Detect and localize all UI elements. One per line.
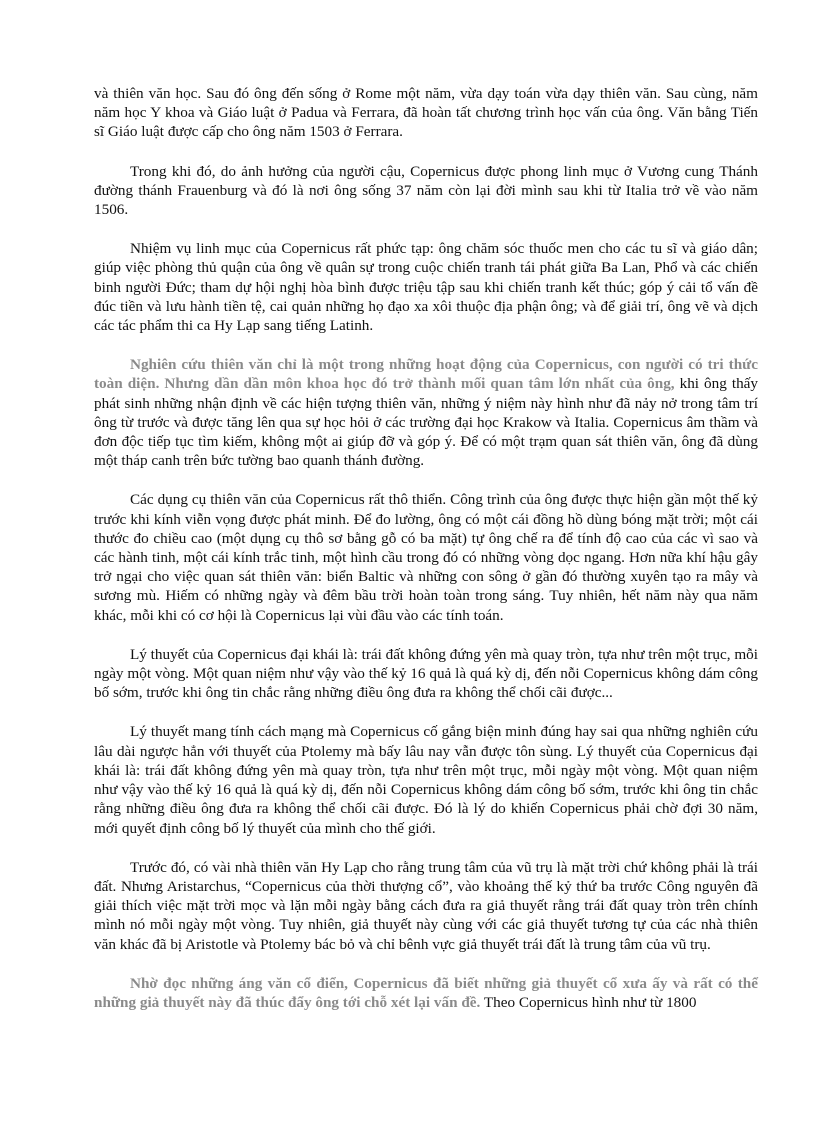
paragraph-text: khi ông thấy phát sinh những nhận định về các hiện tượng thiên văn, những ý niệm này hình như đã nảy nở trong tâm trí ông từ trước và được tăng lên qua sự học hỏi ở các trường đại học Krakow và Italia. Copernicus âm thầm và đơn độc tiếp tục tìm kiếm, không một ai giúp đỡ và góp ý. Để có một trạm quan sát thiên văn, ông đã dùng một tháp canh trên bức tường bao quanh thánh đường.: [94, 375, 758, 470]
paragraph-7: [94, 722, 758, 837]
paragraph-text: Các dụng cụ thiên văn của Copernicus rất thô thiển. Công trình của ông được thực hiện gần một thế kỷ trước khi kính viễn vọng được phát minh. Để đo lường, ông có một cái đồng hồ dùng bóng mặt trời; một cái thước đo chiều cao (một dụng cụ thô sơ bằng gỗ có ba mặt) tự ông chế ra để tính độ cao của các vì sao và các hành tinh, một cái kính trắc tinh, một hình cầu trong đó có những vòng dọc ngang. Hơn nữa khí hậu gây trở ngại cho việc quan sát thiên văn: biển Baltic và những con sông ở gần đó thường xuyên tạo ra mây và sương mù. Hiếm có những ngày và đêm bầu trời hoàn toàn trong sáng. Tuy nhiên, hết năm này qua năm khác, mỗi khi có cơ hội là Copernicus lại vùi đầu vào các tính toán.: [94, 491, 758, 624]
paragraph-1: [94, 84, 758, 142]
document-page: [94, 84, 758, 1032]
paragraph-text: Theo Copernicus hình như từ 1800: [480, 993, 697, 1011]
paragraph-6: [94, 645, 758, 703]
paragraph-text: Lý thuyết mang tính cách mạng mà Copernicus cố gắng biện minh đúng hay sai qua những nghiên cứu lâu dài ngược hẳn với thuyết của Ptolemy mà bấy lâu nay vẫn được tôn sùng. Lý thuyết của Copernicus đại khái là: trái đất không đứng yên mà quay tròn, tựa như trên một trục, mỗi ngày một vòng. Một quan niệm như vậy vào thế kỷ 16 quả là quá kỳ dị, đến nỗi Copernicus không dám công bố sớm, trước khi ông tin chắc rằng những điều ông đưa ra không thể chối cãi được. Đó là lý do khiến Copernicus phải chờ đợi 30 năm, mới quyết định công bố lý thuyết của mình cho thế giới.: [94, 723, 758, 837]
paragraph-text: Trong khi đó, do ảnh hưởng của người cậu, Copernicus được phong linh mục ở Vương cung Thánh đường thánh Frauenburg và đó là nơi ông sống 37 năm còn lại đời mình sau khi từ Italia trở về vào năm 1506.: [94, 162, 758, 219]
paragraph-3: [94, 239, 758, 335]
highlighted-lead: Nhờ đọc những áng văn cổ điển, Copernicus đã biết những giả thuyết cổ xưa ấy và rất có thể những giả thuyết này đã thúc đẩy ông tới chỗ xét lại vấn đề.: [94, 974, 758, 1011]
highlighted-lead: Nghiên cứu thiên văn chỉ là một trong những hoạt động của Copernicus, con người có tri thức toàn diện. Nhưng dần dần môn khoa học đó trở thành mối quan tâm lớn nhất của ông,: [94, 356, 758, 393]
paragraph-text: và thiên văn học. Sau đó ông đến sống ở Rome một năm, vừa dạy toán vừa dạy thiên văn. Sau cùng, năm năm học Y khoa và Giáo luật ở Padua và Ferrara, đã hoàn tất chương trình học vấn của ông. Văn bằng Tiến sĩ Giáo luật được cấp cho ông năm 1503 ở Ferrara.: [94, 85, 758, 141]
paragraph-5: [94, 490, 758, 624]
paragraph-8: [94, 858, 758, 954]
paragraph-9: [94, 974, 758, 1012]
paragraph-2: [94, 162, 758, 220]
paragraph-text: Lý thuyết của Copernicus đại khái là: trái đất không đứng yên mà quay tròn, tựa như trên một trục, mỗi ngày một vòng. Một quan niệm như vậy vào thế kỷ 16 quả là quá kỳ dị, đến nỗi Copernicus không dám công bố sớm, trước khi ông tin chắc rằng những điều ông đưa ra không thể chối cãi được...: [94, 645, 758, 702]
paragraph-text: Nhiệm vụ linh mục của Copernicus rất phức tạp: ông chăm sóc thuốc men cho các tu sĩ và giáo dân; giúp việc phòng thủ quận của ông về quân sự trong cuộc chiến tranh tái phát giữa Ba Lan, Phổ và các chiến binh người Đức; tham dự hội nghị hòa bình được triệu tập sau khi chiến tranh kết thúc; góp ý cải tổ vấn đề đúc tiền và lưu hành tiền tệ, cai quản những họ đạo xa xôi thuộc địa phận ông; và để giải trí, ông vẽ và dịch các tác phẩm thi ca Hy Lạp sang tiếng Latinh.: [94, 240, 758, 335]
paragraph-4: [94, 355, 758, 470]
paragraph-text: Trước đó, có vài nhà thiên văn Hy Lạp cho rằng trung tâm của vũ trụ là mặt trời chứ không phải là trái đất. Nhưng Aristarchus, “Copernicus của thời thượng cổ”, vào khoảng thế kỷ thứ ba trước Công nguyên đã giải thích việc mặt trời mọc và lặn mỗi ngày bằng cách đưa ra giả thuyết rằng trái đất quay tròn trên chính mình nó mỗi ngày một vòng. Tuy nhiên, giả thuyết này cùng với các giả thuyết tương tự của các nhà thiên văn khác đã bị Aristotle và Ptolemy bác bỏ và chỉ bênh vực giả thuyết trái đất là trung tâm của vũ trụ.: [94, 858, 758, 953]
